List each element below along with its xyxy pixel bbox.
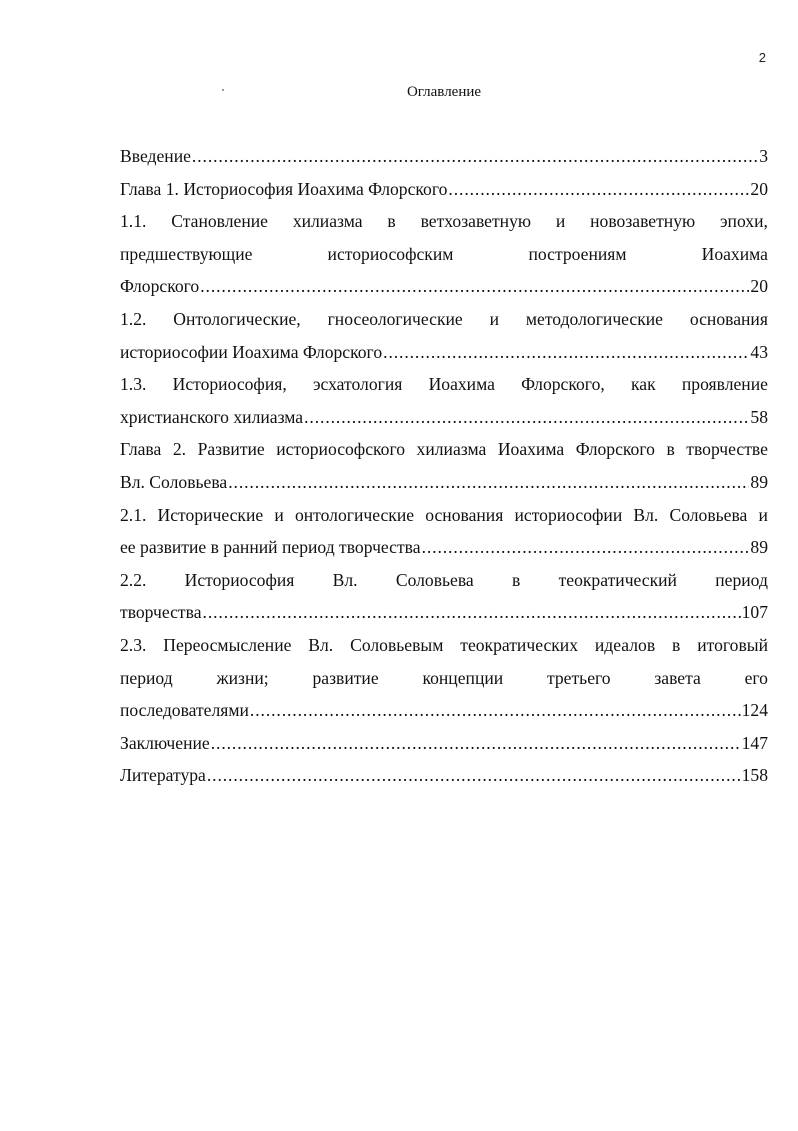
toc-word: хилиазма (416, 439, 487, 460)
toc-word: историософии (514, 504, 623, 525)
toc-entry-literature[interactable] (120, 759, 768, 792)
toc-word: как (631, 374, 656, 395)
toc-word: Флорского, (521, 374, 605, 395)
toc-entry-text: ее развитие в ранний период творчества (120, 537, 421, 558)
toc-word: историософского (276, 439, 406, 460)
toc-word: хилиазма (292, 211, 363, 232)
toc-entry-text: христианского хилиазма (120, 406, 304, 427)
toc-word: методологические (525, 308, 663, 329)
toc-word: гносеологические (327, 308, 463, 329)
toc-word: Иоахима (701, 243, 768, 264)
toc-word: в (666, 439, 675, 460)
toc-page-number: 124 (741, 700, 768, 721)
toc-entry-text: Заключение (120, 732, 210, 753)
toc-line (120, 336, 768, 369)
toc-entry-section-2-2[interactable] (120, 564, 768, 629)
toc-word: 1.2. (120, 308, 147, 329)
dot-leader (304, 401, 749, 434)
toc-word: творчестве (686, 439, 768, 460)
toc-entry-introduction[interactable] (120, 140, 768, 173)
toc-line (120, 759, 768, 792)
toc-word: Исторические (157, 504, 264, 525)
toc-word: его (744, 667, 768, 688)
toc-word: основания (425, 504, 504, 525)
toc-entry-text: Литература (120, 765, 206, 786)
toc-word: Вл. (308, 634, 334, 655)
toc-word: построениям (528, 243, 627, 264)
toc-line-justified (120, 238, 768, 271)
toc-page-number: 58 (750, 406, 768, 427)
toc-entry-section-2-1[interactable] (120, 499, 768, 564)
dot-leader (207, 759, 741, 792)
toc-title: Оглавление (406, 84, 482, 100)
toc-line-justified (120, 205, 768, 238)
toc-word: новозаветную (590, 211, 696, 232)
toc-line (120, 596, 768, 629)
table-of-contents (120, 140, 768, 792)
toc-word: 1.1. (120, 211, 147, 232)
dot-leader (203, 596, 741, 629)
dot-leader (192, 140, 758, 173)
toc-line (120, 531, 768, 564)
toc-word: 1.3. (120, 374, 147, 395)
toc-line (120, 270, 768, 303)
dot-leader (383, 336, 749, 369)
toc-word: Вл. (332, 569, 358, 590)
toc-entry-chapter-2[interactable] (120, 433, 768, 498)
toc-word: в (387, 211, 396, 232)
toc-word: Вл. (633, 504, 659, 525)
toc-word: эпохи, (719, 211, 768, 232)
toc-line (120, 140, 768, 173)
toc-line (120, 401, 768, 434)
toc-line-justified (120, 433, 768, 466)
toc-word: период (120, 667, 173, 688)
toc-line-justified (120, 368, 768, 401)
toc-word: предшествующие (120, 243, 253, 264)
toc-word: период (715, 569, 768, 590)
toc-word: основания (689, 308, 768, 329)
toc-word: и (274, 504, 284, 525)
toc-word: развитие (312, 667, 379, 688)
toc-word: онтологические (294, 504, 415, 525)
toc-word: Историософия (184, 569, 295, 590)
toc-word: ветхозаветную (420, 211, 532, 232)
toc-page-number: 147 (741, 732, 768, 753)
toc-line (120, 173, 768, 206)
dot-leader (448, 173, 749, 206)
toc-word: Иоахима (428, 374, 495, 395)
dot-leader (200, 270, 749, 303)
toc-word: и (758, 504, 768, 525)
dot-leader (211, 727, 741, 760)
toc-word: эсхатология (312, 374, 403, 395)
toc-word: Соловьевым (350, 634, 444, 655)
toc-word: Флорского (575, 439, 655, 460)
toc-page-number: 158 (741, 765, 768, 786)
toc-entry-section-1-2[interactable] (120, 303, 768, 368)
toc-line-justified (120, 499, 768, 532)
toc-page-number: 3 (759, 146, 768, 166)
toc-word: завета (654, 667, 701, 688)
toc-line (120, 466, 768, 499)
toc-word: третьего (546, 667, 611, 688)
toc-entry-text: Флорского (120, 276, 200, 297)
toc-word: итоговый (697, 634, 768, 655)
toc-entry-section-1-3[interactable] (120, 368, 768, 433)
toc-word: Развитие (197, 439, 265, 460)
dot-leader (422, 531, 750, 564)
page-number: 2 (758, 50, 766, 65)
toc-word: Соловьева (669, 504, 748, 525)
toc-entry-conclusion[interactable] (120, 727, 768, 760)
toc-word: в (672, 634, 681, 655)
toc-word: Переосмысление (163, 634, 292, 655)
toc-page-number: 107 (741, 602, 768, 623)
toc-entry-text: последователями (120, 700, 249, 721)
toc-line (120, 727, 768, 760)
toc-entry-chapter-1[interactable] (120, 173, 768, 206)
toc-word: в (512, 569, 521, 590)
toc-entry-text: Введение (120, 146, 191, 166)
toc-word: Онтологические, (173, 308, 301, 329)
toc-entry-section-2-3[interactable] (120, 629, 768, 727)
toc-word: и (489, 308, 500, 329)
toc-word: Соловьева (395, 569, 474, 590)
dot-leader (250, 694, 741, 727)
toc-page-number: 89 (750, 471, 768, 492)
toc-entry-text: историософии Иоахима Флорского (120, 341, 383, 362)
toc-line-justified (120, 662, 768, 695)
toc-word: 2.3. (120, 634, 147, 655)
toc-word: Глава (120, 439, 162, 460)
toc-page-number: 43 (750, 341, 768, 362)
toc-entry-text: Глава 1. Историософия Иоахима Флорского (120, 178, 448, 199)
toc-line-justified (120, 564, 768, 597)
toc-entry-text: Вл. Соловьева (120, 471, 228, 492)
toc-word: концепции (422, 667, 504, 688)
toc-entry-text: творчества (120, 602, 202, 623)
toc-word: 2.2. (120, 569, 147, 590)
toc-word: теократических (460, 634, 579, 655)
toc-word: Становление (171, 211, 268, 232)
toc-word: идеалов (594, 634, 656, 655)
toc-word: жизни; (216, 667, 269, 688)
toc-word: 2. (172, 439, 187, 460)
toc-word: и (555, 211, 566, 232)
dot-leader (228, 466, 749, 499)
toc-page-number: 89 (750, 537, 768, 558)
toc-entry-section-1-1[interactable] (120, 205, 768, 303)
toc-word: историософским (327, 243, 454, 264)
toc-line-justified (120, 629, 768, 662)
toc-line (120, 694, 768, 727)
toc-word: Иоахима (497, 439, 565, 460)
toc-word: теократический (558, 569, 677, 590)
toc-page-number: 20 (750, 178, 768, 199)
toc-line-justified (120, 303, 768, 336)
toc-word: проявление (681, 374, 768, 395)
toc-word: Историософия, (172, 374, 287, 395)
toc-page-number: 20 (750, 276, 768, 297)
toc-word: 2.1. (120, 504, 147, 525)
